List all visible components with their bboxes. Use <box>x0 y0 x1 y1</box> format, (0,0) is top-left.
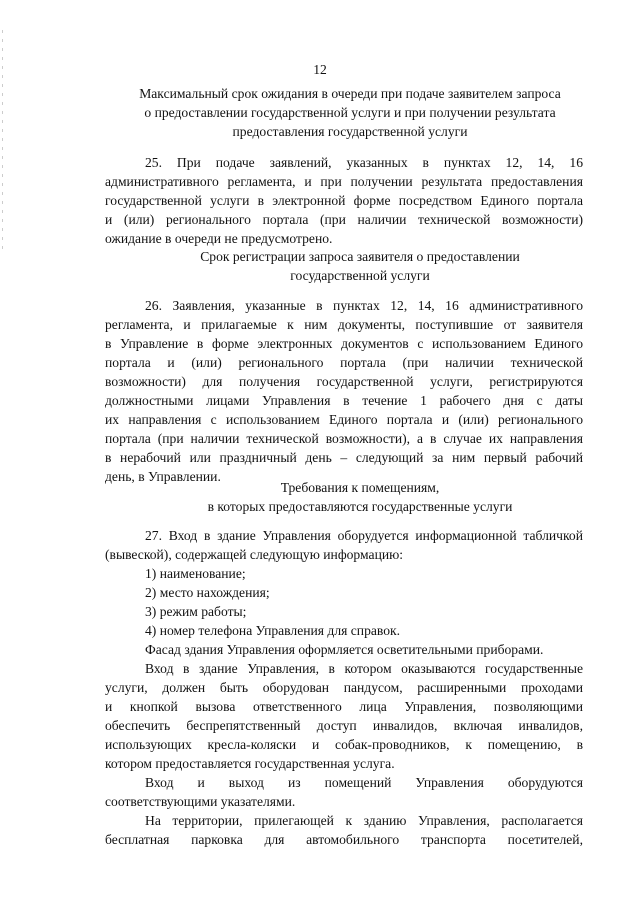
paragraph-line: обеспечить беспрепятственный доступ инвалидов, включая инвалидов, <box>105 718 583 733</box>
paragraph-line: 26. Заявления, указанные в пунктах 12, 14, 16 административного <box>145 298 583 313</box>
paragraph-26 <box>105 296 583 486</box>
paragraph-line: Вход в здание Управления, в котором оказываются государственные <box>145 661 583 676</box>
paragraph-line: бесплатная парковка для автомобильного транспорта посетителей, <box>105 832 583 847</box>
paragraph-line: государственной услуги в электронной форме посредством Единого портала <box>105 193 583 208</box>
paragraph-line: возможности) для получения государственной услуги, регистрируются <box>105 374 583 389</box>
paragraph-line: портала и (или) регионального портала (при наличии технической <box>105 355 583 370</box>
heading-line: Требования к помещениям, <box>280 480 440 495</box>
heading-line: государственной услуги <box>290 268 430 283</box>
paragraph-line: в Управление в форме электронных документов с использованием Единого <box>105 336 583 351</box>
paragraph-line: портала (при наличии технической возможности), а в случае их направления <box>105 431 583 446</box>
paragraph-line: 25. При подаче заявлений, указанных в пунктах 12, 14, 16 <box>145 155 583 170</box>
heading-line: предоставления государственной услуги <box>232 124 468 139</box>
paragraph-line: услуги, должен быть оборудован пандусом, расширенными проходами <box>105 680 583 695</box>
heading-line: о предоставлении государственной услуги и при получении результата <box>144 105 556 120</box>
paragraph-line: их направления с использованием Единого портала и (или) регионального <box>105 412 583 427</box>
paragraph-25 <box>105 153 583 248</box>
paragraph-line: ожидание в очереди не предусмотрено. <box>105 231 333 246</box>
paragraph-line: котором предоставляется государственная услуга. <box>105 756 395 771</box>
heading-waiting-time <box>110 84 590 141</box>
paragraph-line: регламента, и прилагаемые к ним документы, поступившие от заявителя <box>105 317 583 332</box>
paragraph-facade: Фасад здания Управления оформляется осветительными приборами. <box>145 642 544 657</box>
paragraph-line: день, в Управлении. <box>105 469 221 484</box>
list-item: 3) режим работы; <box>145 604 247 619</box>
list-item: 1) наименование; <box>145 566 246 581</box>
paragraph-27 <box>105 526 583 849</box>
paragraph-line: должностными лицами Управления в течение 1 рабочего дня с даты <box>105 393 583 408</box>
paragraph-line: 27. Вход в здание Управления оборудуется информационной табличкой <box>145 528 583 543</box>
paragraph-line: административного регламента, и при получении результата предоставления <box>105 174 583 189</box>
page-number: 12 <box>313 62 327 77</box>
heading-registration-time <box>150 247 570 285</box>
paragraph-line: Вход и выход из помещений Управления оборудуются <box>145 775 583 790</box>
paragraph-line: На территории, прилегающей к зданию Управления, располагается <box>145 813 583 828</box>
heading-line: Максимальный срок ожидания в очереди при подаче заявителем запроса <box>139 86 561 101</box>
paragraph-line: в нерабочий или праздничный день – следующий за ним первый рабочий <box>105 450 583 465</box>
paragraph-line: (вывеской), содержащей следующую информацию: <box>105 547 404 562</box>
paragraph-line: и (или) регионального портала (при наличии технической возможности) <box>105 212 583 227</box>
list-item: 2) место нахождения; <box>145 585 270 600</box>
heading-line: Срок регистрации запроса заявителя о предоставлении <box>200 249 520 264</box>
heading-premises-requirements <box>150 478 570 516</box>
paragraph-line: использующих кресла-коляски и собак-проводников, к помещению, в <box>105 737 583 752</box>
paragraph-line: соответствующими указателями. <box>105 794 296 809</box>
paragraph-line: и кнопкой вызова ответственного лица Управления, позволяющими <box>105 699 583 714</box>
list-item: 4) номер телефона Управления для справок. <box>145 623 401 638</box>
heading-line: в которых предоставляются государственные услуги <box>207 499 513 514</box>
